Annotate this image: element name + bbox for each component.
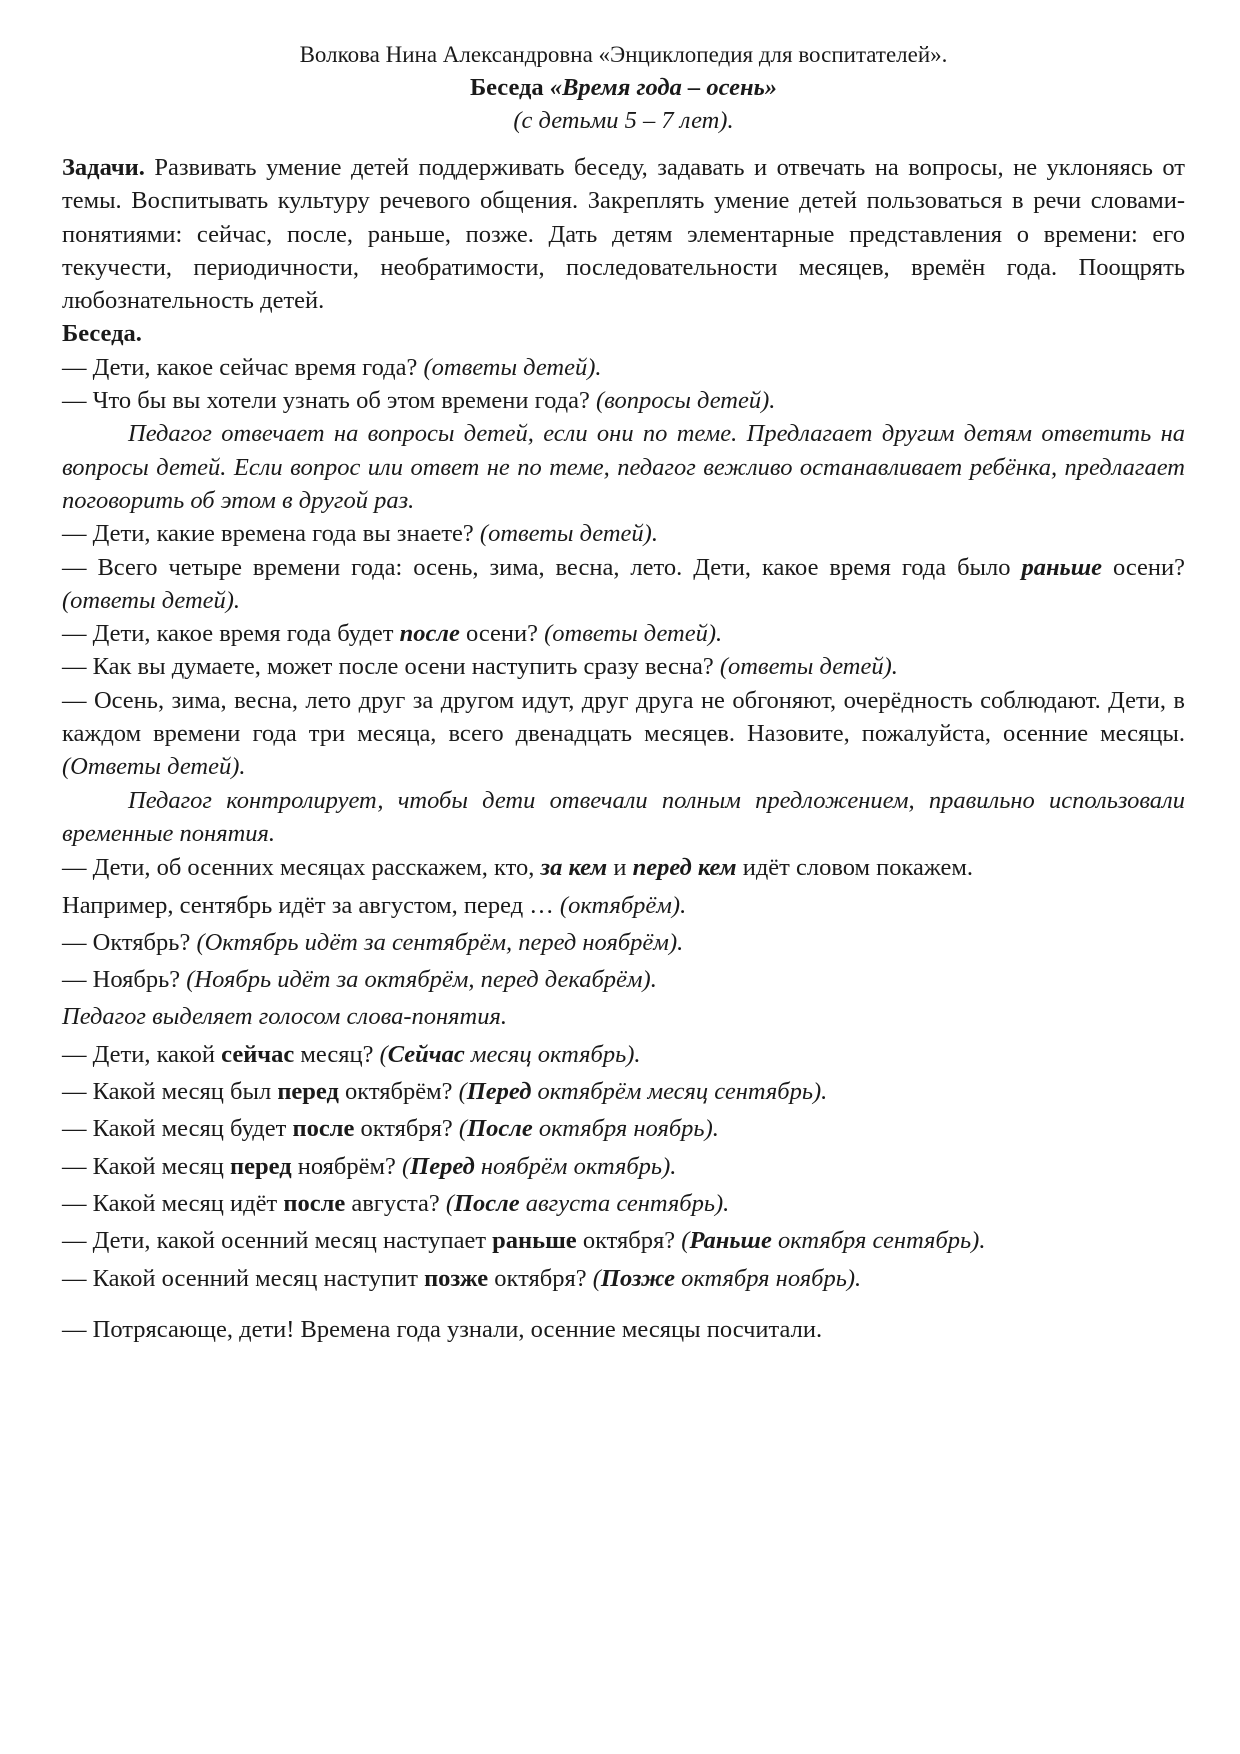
line-text: ноябрём? [291, 1152, 402, 1180]
line-text: октября? [354, 1115, 459, 1143]
dialogue-line [62, 963, 1185, 996]
line-text: — Осень, зима, весна, лето друг за другом идут, друг друга не обгоняют, очерёдность соблюдают. Дети, в каждом времени года три месяца, всего двенадцать месяцев. Назовите, пожалуйста, осенние месяцы. [62, 686, 1185, 748]
key-term: Раньше [689, 1227, 772, 1255]
answer-text: октября ноябрь [532, 1115, 705, 1143]
paren: ( [401, 1152, 411, 1180]
conversation-heading: Беседа. [62, 320, 142, 348]
document-body [62, 151, 1185, 1346]
question-line [62, 1262, 1185, 1295]
teacher-note: Педагог отвечает на вопросы детей, если они по теме. Предлагает другим детям ответить на вопросы детей. Если вопрос или ответ не по теме, педагог вежливо останавливает ребёнка, предлагает поговорить об этом в другой раз. [62, 420, 1185, 514]
line-text: — Дети, об осенних месяцах расскажем, кто, [62, 854, 541, 882]
line-note: (ответы детей). [479, 520, 658, 548]
line-text: октябрём? [338, 1078, 459, 1106]
dialogue-line [62, 889, 1185, 922]
line-text: октября? [576, 1227, 682, 1255]
key-term: перед кем [632, 854, 737, 882]
question-line [62, 1038, 1185, 1071]
teacher-note: Педагог выделяет голосом слова-понятия. [62, 1003, 507, 1031]
answer-text: августа сентябрь [519, 1189, 716, 1217]
title-topic: «Время года – осень» [549, 74, 778, 101]
conversation-label [62, 317, 1185, 350]
key-term: раньше [1021, 553, 1103, 581]
answer-text: октября сентябрь [771, 1227, 972, 1255]
line-text: — Какой месяц [62, 1152, 231, 1180]
document-page [62, 38, 1185, 1346]
key-term: Перед [410, 1152, 475, 1180]
key-term: после [399, 620, 460, 648]
line-note: (Октябрь идёт за сентябрём, перед ноябрём). [196, 928, 684, 956]
line-text: — Дети, какое время года будет [62, 620, 400, 648]
key-term: перед [230, 1152, 292, 1180]
key-term: Позже [600, 1264, 676, 1292]
key-term: после [283, 1189, 346, 1217]
line-text: августа? [345, 1189, 446, 1217]
line-text: — Что бы вы хотели узнать об этом времени года? [62, 387, 596, 415]
question-line [62, 1075, 1185, 1108]
tasks-paragraph [62, 151, 1185, 317]
dialogue-line [62, 517, 1185, 550]
key-term: перед [277, 1078, 339, 1106]
line-text: — Какой осенний месяц наступит [62, 1264, 425, 1292]
dialogue-line [62, 351, 1185, 384]
paren: ( [379, 1040, 388, 1068]
line-note: (Ответы детей). [62, 753, 246, 781]
dialogue-line [62, 851, 1185, 884]
key-term: После [467, 1115, 533, 1143]
dialogue-line [62, 384, 1185, 417]
paren: ( [458, 1078, 467, 1106]
paren: ). [626, 1040, 641, 1068]
answer-text: ноябрём октябрь [474, 1152, 663, 1180]
key-term: раньше [492, 1227, 577, 1255]
line-text: — Какой месяц был [62, 1078, 278, 1106]
line-note: (ответы детей). [719, 653, 898, 681]
key-term: Сейчас [387, 1040, 465, 1068]
line-text: — Как вы думаете, может после осени наступить сразу весна? [62, 653, 720, 681]
line-note: (Ноябрь идёт за октябрём, перед декабрём). [186, 966, 657, 994]
line-text: и [607, 854, 633, 882]
title-prefix: Беседа [469, 74, 550, 101]
document-header [62, 38, 1185, 137]
document-subtitle: (с детьми 5 – 7 лет). [513, 107, 734, 134]
paren: ). [662, 1152, 677, 1180]
answer-text: октября ноябрь [675, 1264, 847, 1292]
line-text: — Октябрь? [62, 928, 197, 956]
line-text: месяц? [294, 1040, 380, 1068]
line-text: — Какой месяц будет [62, 1115, 293, 1143]
key-term: за кем [540, 854, 608, 882]
paren: ). [846, 1264, 862, 1292]
dialogue-line [62, 650, 1185, 683]
paren: ( [458, 1115, 468, 1143]
line-text: — Дети, какой осенний месяц наступает [62, 1227, 493, 1255]
line-text: — Дети, какие времена года вы знаете? [62, 520, 480, 548]
dialogue-line [62, 684, 1185, 784]
key-term: после [292, 1115, 355, 1143]
tasks-label: Задачи. [62, 154, 145, 181]
line-text: Например, сентябрь идёт за августом, перед … [62, 891, 560, 919]
paren: ( [592, 1264, 601, 1292]
question-line [62, 1187, 1185, 1220]
line-note: (октябрём). [559, 891, 687, 919]
paren: ). [715, 1189, 730, 1217]
line-text: — Дети, какой [62, 1040, 222, 1068]
line-text: — Ноябрь? [62, 966, 187, 994]
line-note: (ответы детей). [423, 353, 602, 381]
paren: ). [971, 1227, 986, 1255]
question-line [62, 1150, 1185, 1183]
question-line [62, 1112, 1185, 1145]
line-note: (ответы детей). [544, 620, 723, 648]
key-term: сейчас [221, 1040, 295, 1068]
paren: ). [812, 1078, 828, 1106]
line-text: — Дети, какое сейчас время года? [62, 353, 424, 381]
question-line [62, 1224, 1185, 1257]
line-text: осени? [459, 620, 545, 648]
dialogue-line [62, 926, 1185, 959]
key-term: Перед [466, 1078, 532, 1106]
closing-line: — Потрясающе, дети! Времена года узнали, осенние месяцы посчитали. [62, 1315, 823, 1343]
document-title [62, 71, 1185, 104]
key-term: После [454, 1189, 520, 1217]
line-text: идёт словом покажем. [736, 854, 974, 882]
answer-text: октябрём месяц сентябрь [531, 1078, 813, 1106]
line-note: (вопросы детей). [595, 387, 776, 415]
dialogue-line [62, 551, 1185, 618]
tasks-text: Развивать умение детей поддерживать беседу, задавать и отвечать на вопросы, не уклоняясь от темы. Воспитывать культуру речевого общения. Закреплять умение детей пользоваться в речи словами-понятиями: сейчас, после, раньше, позже. Дать детям элементарные представления о времени: его текучести, периодичности, необратимости, последовательности месяцев, времён года. Поощрять любознательность детей. [62, 154, 1185, 315]
teacher-note: Педагог контролирует, чтобы дети отвечали полным предложением, правильно использовали временные понятия. [62, 786, 1185, 847]
dialogue-line [62, 617, 1185, 650]
paren: ). [704, 1115, 719, 1143]
key-term: позже [424, 1264, 489, 1292]
line-text: — Какой месяц идёт [62, 1189, 284, 1217]
answer-text: месяц октябрь [464, 1040, 627, 1068]
author-line: Волкова Нина Александровна «Энциклопедия для воспитателей». [299, 42, 948, 67]
line-text: осени? [1102, 553, 1185, 581]
line-text: — Всего четыре времени года: осень, зима, весна, лето. Дети, какое время года было [62, 553, 1022, 581]
paren: ( [681, 1227, 690, 1255]
line-note: (ответы детей). [62, 586, 241, 614]
line-text: октября? [488, 1264, 593, 1292]
paren: ( [445, 1189, 454, 1217]
